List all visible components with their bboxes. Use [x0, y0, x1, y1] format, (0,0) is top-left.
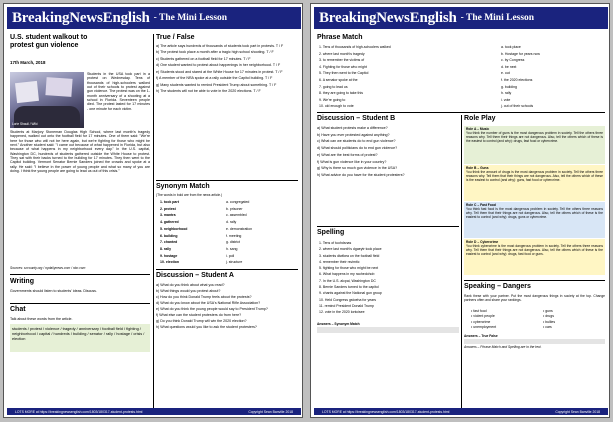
phrase-match-left-item: 3. to remember the victims of [319, 58, 365, 63]
role-b-title: Role B – Guns [466, 166, 489, 170]
speaking-item: • cybercrime [471, 319, 491, 324]
discussion-a-item: b) What things would you protest about? [156, 288, 221, 293]
article-date: 17th March, 2018 [10, 60, 46, 65]
phrase-match-left-item: 9. We're going to [319, 97, 346, 102]
phrase-match-left-item: 8. they are going to take this [319, 91, 363, 96]
brand-title: BreakingNewsEnglish [12, 9, 150, 26]
phrase-match-left-item: 4. Fighting for those who might [319, 64, 367, 69]
spelling-item: 5. fighting for those who might be next [319, 266, 379, 271]
spelling-item: 8. Bernie Sanders turned to the capitol [319, 285, 379, 290]
spelling-item: 1. Tens of tuohdsnas [319, 241, 352, 245]
header-bar-2 [314, 7, 608, 29]
role-a-text: You think the number of guns is the most dangerous problem in society. Tell the others three reasons why. Tell them their things are not dangerous. Also, tell the others which of these is the easiest to control (and why): drugs, fast food or cybercrime. [466, 131, 603, 143]
answers-synonym-label: Answers – Synonym Match [317, 322, 360, 326]
true-false-item: h) The students will not be able to vote in the 2020 elections. T / F [156, 89, 261, 94]
synonym-right-item: g. district [226, 240, 241, 245]
synonym-right-item: h. sang [226, 246, 238, 251]
true-false-item: c) Students gathered on a football field for 17 minutes. T / F [156, 56, 251, 61]
lesson-label-2: - The Mini Lesson [460, 13, 535, 23]
synonym-left-item: 4. gathered [160, 220, 179, 225]
phrase-match-heading: Phrase Match [317, 34, 363, 41]
discussion-a-heading: Discussion – Student A [156, 272, 234, 279]
discussion-b-heading: Discussion – Student B [317, 115, 396, 122]
discussion-a-item: h) What questions would you like to ask the student protesters? [156, 324, 257, 329]
true-false-item: g) Many students wanted to remind President Trump about something. T / F [156, 82, 277, 87]
speaking-item: • fast food [471, 309, 487, 313]
role-c-title: Role C – Fast Food [466, 203, 496, 207]
spelling-heading: Spelling [317, 229, 345, 236]
discussion-b-item: f) What is gun violence like in your country? [317, 159, 387, 164]
phrase-match-left-item: 7. going to lead us [319, 84, 348, 89]
discussion-b-item: b) Have you ever protested against anything? [317, 132, 390, 137]
synonym-match-subtitle: (The words in bold are from the news article.) [156, 193, 223, 197]
true-false-item: a) The article says hundreds of thousands of students took part in protests. T / F [156, 44, 284, 48]
phrase-match-left-item: 6. A senator spoke at the [319, 77, 358, 82]
spelling-item: 11. remind President Donald Trump [319, 303, 374, 308]
synonym-left-item: 5. neighborhood [160, 226, 188, 231]
phrase-match-right-item: b. Hostage for years now [501, 51, 540, 56]
true-false-item: f) A member of the NRA spoke at a rally outside the Capitol building. T / F [156, 76, 273, 81]
discussion-a-item: e) What do you think the young people would say to President Trump? [156, 306, 268, 311]
article-photo [10, 72, 84, 128]
speaking-item: • bullies [543, 319, 556, 324]
discussion-a-item: d) What do you know about the USA's National Rifle Association? [156, 300, 261, 305]
true-false-list [156, 44, 298, 96]
discussion-a-item: c) How do you think Donald Trump feels about the protests? [156, 294, 252, 299]
article-title-line2: protest gun violence [10, 42, 79, 49]
brand-title-2: BreakingNewsEnglish [319, 9, 457, 26]
photo-caption: Lorie Shaull / Wiki [12, 122, 38, 126]
phrase-match-left-item: 5. They then went to the Capitol [319, 71, 369, 76]
synonym-left-item: 9. hostage [160, 253, 178, 258]
synonym-right-item: b. prisoner [226, 206, 243, 211]
speaking-heading: Speaking – Dangers [464, 283, 531, 290]
spelling-item: 3. students dtwlkea on the football field [319, 253, 380, 258]
discussion-a-list [156, 283, 298, 331]
speaking-item: • guns [543, 309, 553, 313]
phrase-match-right-item: d. be next [501, 64, 517, 69]
spelling-list [319, 240, 382, 316]
speaking-list-left [471, 309, 496, 331]
article-title [10, 34, 150, 50]
spelling-item: 9. chants against the National gun group [319, 291, 382, 296]
lesson-label: - The Mini Lesson [153, 13, 228, 23]
footer-bar [7, 408, 301, 415]
footer-link[interactable]: LOTS MORE at https://breakingnewsenglish.com/1803/180317-student-protests.html [15, 409, 143, 414]
discussion-b-list [317, 126, 459, 180]
synonym-right-item: c. assembled [226, 213, 247, 218]
footer-link-2[interactable]: LOTS MORE at https://breakingnewsenglish.com/1803/180317-student-protests.html [322, 409, 450, 414]
discussion-b-item: d) What should politicians do to end gun violence? [317, 146, 398, 151]
discussion-b-item: a) What student protests make a difference? [317, 126, 388, 130]
phrase-match-left-item: 10. old enough to vote [319, 104, 354, 109]
synonym-right-item: a. congregated [226, 200, 250, 204]
spelling-item: 6. What happens in my raohedohob [319, 272, 375, 277]
chat-intro: Talk about these words from the article. [10, 317, 73, 321]
page-left [3, 3, 303, 418]
synonym-match-heading: Synonym Match [156, 183, 210, 190]
discussion-a-item: f) What else can the student protesters do from here? [156, 312, 242, 317]
discussion-a-item: g) Do you think Donald Trump will win the 2020 election? [156, 318, 247, 323]
speaking-item: • violent people [471, 314, 495, 319]
role-a-title: Role A – Music [466, 127, 490, 131]
speaking-item: • unemployment [471, 325, 497, 330]
spelling-item: 10. Held Congress gstoeha for years [319, 297, 377, 302]
answers-note: Answers – Phrase Match and Spelling are in the text. [464, 345, 542, 349]
phrase-match-right-item: j. out of their schools [501, 104, 534, 109]
phrase-match-right-item: i. vote [501, 97, 511, 102]
spelling-item: 2. where last month's dgaeytr took place [319, 247, 382, 252]
synonym-right-item: f. meeting [226, 233, 242, 238]
role-c-text: You think fast food is the most dangerous problem in society. Tell the others three reasons why. Tell them that their things are not dangerous. Also, tell the others which of these is the easiest to control (and why): drugs, guns or cybercrime. [466, 207, 603, 219]
chat-heading: Chat [10, 306, 26, 313]
synonym-left-item: 2. protest [160, 206, 176, 211]
role-play-heading: Role Play [464, 115, 496, 122]
footer-copyright-2: Copyright Sean Banville 2018 [555, 409, 600, 414]
answers-tf-box [464, 339, 605, 344]
true-false-item: e) Students stood and stared at the White House for 17 minutes in protest. T / F [156, 69, 283, 74]
speaking-list-right [543, 309, 555, 331]
synonym-left-item: 6. building [160, 233, 178, 238]
article-intro-text: Students in the USA took part in a protest on Wednesday. Tens of thousands of high-schoolers walked out of their schools to protest against gun violence. The protest was on the 1-month anniversary of a shooting at a school in Florida. Seventeen people died. The protest lasted for 17 minutes - one minute for each victim. [87, 72, 150, 111]
discussion-b-item: e) What are the best forms of protest? [317, 152, 378, 157]
article-sources: Sources: sccounty.org / nydailynews.com / nbc.com [10, 266, 86, 270]
true-false-heading: True / False [156, 34, 195, 41]
synonym-left-item: 3. mantra [160, 213, 176, 218]
phrase-match-left-item: 1. Tens of thousands of high-schoolers walked [319, 45, 391, 49]
spelling-item: 7. In the U.S. alcpai, Washington DC [319, 278, 376, 283]
synonym-right-list [226, 199, 252, 266]
synonym-right-item: d. rally [226, 220, 237, 225]
phrase-match-right-item: a. took place [501, 45, 521, 49]
writing-heading: Writing [10, 278, 34, 285]
role-d-title: Role D – Cybercrime [466, 240, 499, 244]
role-d-text: You think cybercrime is the most dangerous problem in society. Tell the others three reasons why. Tell them that their things are not dangerous. Also, tell the others which of these is the easiest to control (and why): drugs, fast food or guns. [466, 244, 603, 256]
phrase-match-right-item: c. by Congress [501, 58, 525, 63]
speaking-text: Rank these with your partner. Put the most dangerous things in society at the top. Change partners often and share your rankings. [464, 294, 605, 302]
speaking-item: • cars [543, 325, 552, 330]
phrase-match-right-item: h. rally [501, 91, 512, 96]
writing-text: Governments should listen to students' ideas. Discuss. [10, 289, 97, 293]
spelling-item: 12. vote in the 2020 lontcisee [319, 310, 365, 315]
spelling-item: 4. remember their rsvimtic [319, 259, 360, 264]
answers-synonym-box [317, 327, 459, 333]
speaking-item: • drugs [543, 314, 554, 319]
synonym-right-item: i. poll [226, 253, 235, 258]
synonym-left-item: 1. took part [160, 200, 179, 204]
discussion-b-item: h) What advice do you have for the student protesters? [317, 173, 405, 178]
synonym-left-item: 7. chanted [160, 240, 178, 245]
phrase-match-right-item: g. building [501, 84, 517, 89]
phrase-match-left [319, 44, 391, 110]
discussion-a-item: a) What do you think about what you read? [156, 283, 225, 287]
synonym-right-item: e. demonstration [226, 226, 253, 231]
article-title-line1: U.S. student walkout to [10, 34, 88, 41]
chat-words: students / protest / violence / tragedy / anniversary / football field / fighting / neighborhood / capital / hundreds / building / senator / rally / hostage / crisis / election [12, 326, 145, 341]
footer-bar-2 [314, 408, 608, 415]
discussion-b-item: c) What can we students do to end gun violence? [317, 139, 396, 144]
synonym-left-list [160, 199, 187, 266]
phrase-match-right-item: f. the 2020 elections [501, 77, 533, 82]
phrase-match-left-item: 2. where last month's tragedy [319, 51, 365, 56]
phrase-match-right [501, 44, 540, 110]
header-bar [7, 7, 301, 29]
phrase-match-right-item: e. out [501, 71, 510, 76]
synonym-right-item: j. structure [226, 260, 243, 265]
synonym-left-item: 10. election [160, 260, 180, 265]
article-body-text: Students at Marjory Stoneman Douglas High School, where last month's tragedy happened, walked out onto the football field for 17 minutes. One of them said: "We're here for those who will not be here again, but we're fighting for those who might be next." Another student said: "I came out because of what happened in Florida, but also because of what happens in my neighborhood every day." In the U.S. capital, Washington DC, hundreds of students gathered outside the White House to protest. They sat with their backs turned to the building for 17 minutes. They then went to the Capitol building. Vermont Senator Bernie Sanders joined the crowds and spoke at a rally. He said: "I believe in the power of young people and what so many of you are doing. I think the young people are going to lead us out of this crisis." [10, 130, 150, 174]
footer-copyright: Copyright Sean Banville 2018 [248, 409, 293, 414]
synonym-left-item: 8. rally [160, 246, 172, 251]
role-b-text: You think the amount of drugs is the most dangerous problem in society. Tell the others three reasons why. Tell them that their things are not dangerous. Also, tell the others which of these is the easiest to control (and why): guns, fast food or cybercrime. [466, 170, 603, 182]
discussion-b-item: g) Why is there so much gun violence in the USA? [317, 166, 398, 171]
page-right [310, 3, 610, 418]
true-false-item: d) One student wanted to protest about happenings in her neighborhood. T / F [156, 63, 281, 68]
answers-tf-label: Answers – True False [464, 334, 498, 338]
true-false-item: b) The protest took place a month after a tragic high school shooting. T / F [156, 50, 274, 55]
